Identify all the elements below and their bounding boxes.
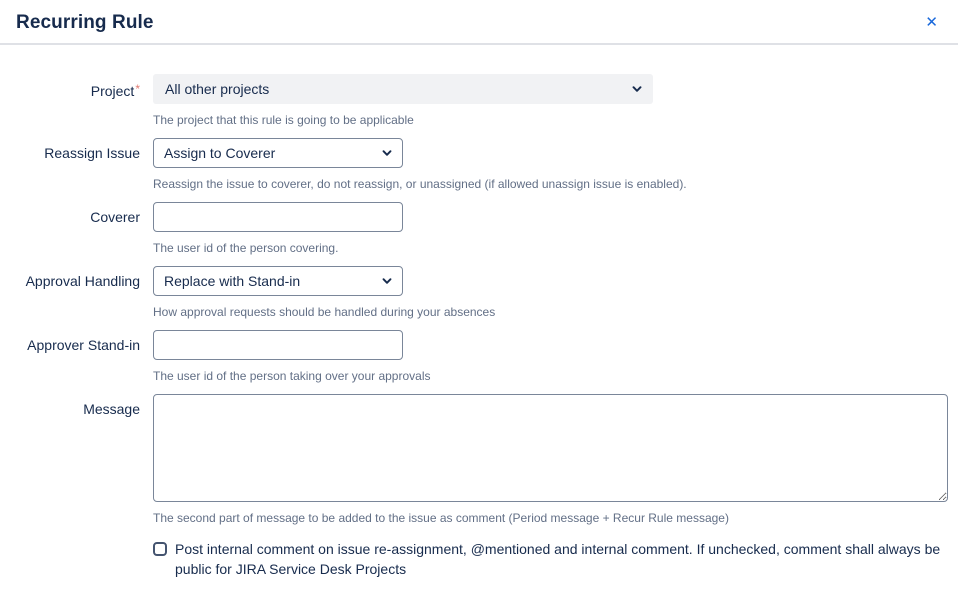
modal-title: Recurring Rule <box>16 11 154 33</box>
close-icon[interactable]: ✕ <box>921 11 942 34</box>
form-row-project <box>0 74 948 127</box>
approval-handling-select[interactable] <box>153 266 403 296</box>
approver-standin-input[interactable] <box>153 330 403 360</box>
reassign-issue-help-text: Reassign the issue to coverer, do not reassign, or unassigned (if allowed unassign issue is enabled). <box>153 177 687 191</box>
post-internal-comment-label: Post internal comment on issue re-assignment, @mentioned and internal comment. If unchecked, comment shall always be public for JIRA Service Desk Projects <box>175 541 941 577</box>
approval-handling-help-text: How approval requests should be handled during your absences <box>153 305 496 319</box>
message-help-text: The second part of message to be added to the issue as comment (Period message + Recur Rule message) <box>153 511 729 525</box>
form-row-approval-handling <box>0 266 948 319</box>
coverer-label: Coverer <box>90 209 140 225</box>
coverer-input[interactable] <box>153 202 403 232</box>
message-label: Message <box>83 401 140 417</box>
form-row-internal-comment <box>0 539 948 579</box>
reassign-issue-label: Reassign Issue <box>44 145 140 161</box>
project-label: Project* <box>90 82 140 99</box>
approval-handling-label: Approval Handling <box>25 273 140 289</box>
form-row-approver-standin <box>0 330 948 383</box>
required-asterisk: * <box>135 82 140 96</box>
reassign-issue-select[interactable] <box>153 138 403 168</box>
post-internal-comment-checkbox[interactable] <box>153 542 167 556</box>
form-row-coverer <box>0 202 948 255</box>
approver-standin-help-text: The user id of the person taking over your approvals <box>153 369 431 383</box>
project-help-text: The project that this rule is going to be applicable <box>153 113 414 127</box>
approver-standin-label: Approver Stand-in <box>27 337 140 353</box>
coverer-help-text: The user id of the person covering. <box>153 241 339 255</box>
modal-header <box>0 0 958 45</box>
recurring-rule-form <box>0 45 958 579</box>
form-row-reassign-issue <box>0 138 948 191</box>
message-textarea[interactable] <box>153 394 948 502</box>
project-select[interactable] <box>153 74 653 104</box>
form-row-message <box>0 394 948 525</box>
